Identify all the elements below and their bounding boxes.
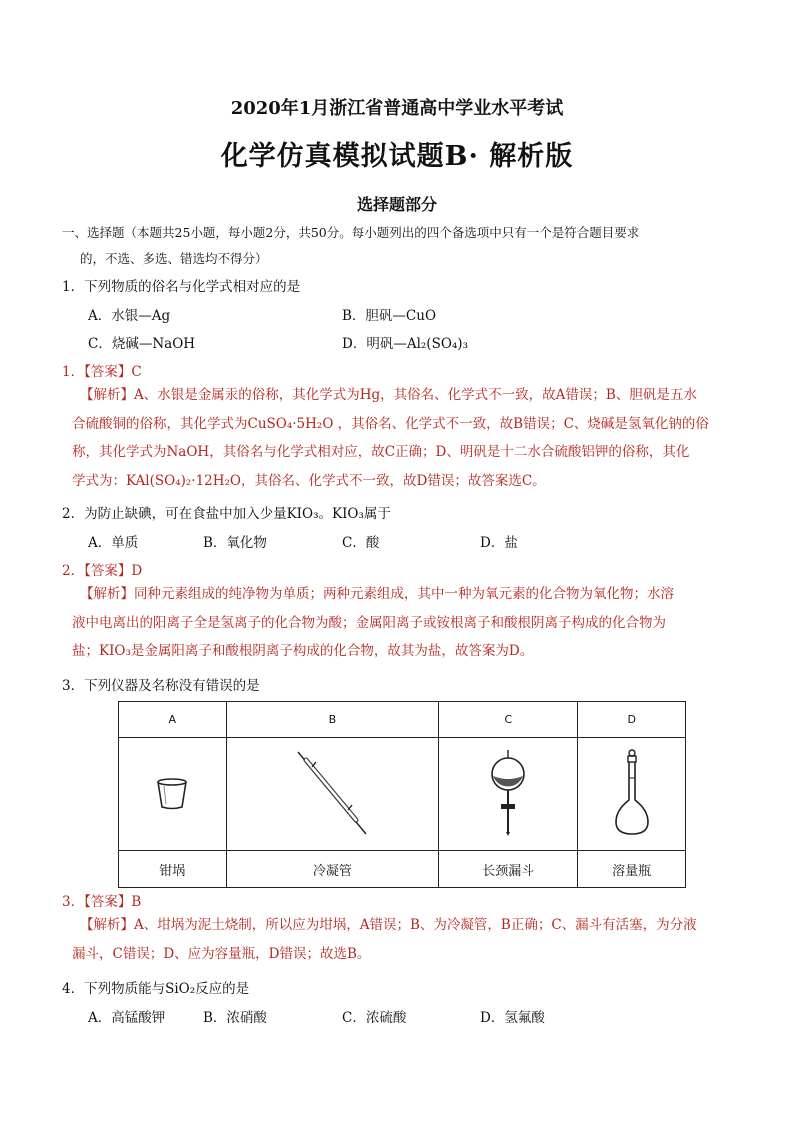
q3-stem: 3．下列仪器及名称没有错误的是 [62, 678, 260, 694]
funnel-icon [488, 748, 528, 838]
q3-analysis [72, 911, 740, 968]
q1-analysis-line: 合硫酸铜的俗称，其化学式为CuSO₄·5H₂O ，其俗名、化学式不一致，故B错误；C、烧碱是氢氧化钠的俗 [72, 415, 709, 432]
q4-option-c: C．浓硫酸 [342, 1010, 407, 1026]
instrument-name-c: 长颈漏斗 [439, 851, 578, 888]
instructions-line-1: 一、选择题（本题共25小题，每小题2分，共50分。每小题列出的四个备选项中只有一个是符合题目要求 [62, 225, 640, 240]
condenser-icon [292, 748, 372, 838]
q1-option-b: B．胆矾—CuO [342, 308, 437, 324]
q1-analysis-line: A、水银是金属汞的俗称，其化学式为Hg，其俗名、化学式不一致，故A错误；B、胆矾是五水 [134, 387, 697, 403]
table-header-c: C [439, 702, 578, 738]
q1-option-d: D．明矾—Al₂(SO₄)₃ [342, 336, 468, 352]
q4-option-d: D．氢氟酸 [480, 1010, 545, 1026]
q1-answer-number: 1． [62, 364, 85, 380]
instructions-line-2: 的，不选、多选、错选均不得分） [80, 251, 268, 266]
q1-analysis [72, 381, 740, 495]
exam-header: 2020年1月浙江省普通高中学业水平考试 [230, 98, 564, 119]
table-header-a: A [119, 702, 227, 738]
q1-answer-label: 【答案】C [84, 364, 142, 380]
q2-answer [62, 559, 142, 579]
section-title: 选择题部分 [356, 195, 437, 214]
q2-analysis-line: 同种元素组成的纯净物为单质；两种元素组成，其中一种为氧元素的化合物为氧化物；水溶 [134, 586, 674, 602]
volumetric-flask-icon [612, 748, 652, 838]
q2-answer-number: 2． [62, 563, 85, 579]
q1-analysis-tag: 【解析】 [80, 387, 134, 403]
instrument-table [118, 701, 686, 888]
q3-answer [62, 890, 141, 910]
q2-option-a: A．单质 [88, 535, 139, 551]
q2-option-d: D．盐 [480, 535, 518, 551]
q1-answer [62, 360, 142, 380]
q2-analysis-line: 液中电离出的阳离子全是氢离子的化合物为酸；金属阳离子或铵根离子和酸根阴离子构成的化合物为 [72, 614, 666, 631]
q3-answer-number: 3． [62, 894, 85, 910]
q1-analysis-line: 称，其化学式为NaOH，其俗名与化学式相对应，故C正确；D、明矾是十二水合硫酸铝钾的俗称，其化 [72, 444, 690, 460]
q2-analysis [72, 580, 740, 666]
q1-stem: 1．下列物质的俗名与化学式相对应的是 [62, 279, 301, 295]
q2-analysis-tag: 【解析】 [80, 586, 134, 602]
q3-answer-label: 【答案】B [84, 894, 142, 910]
q3-analysis-line: 漏斗，C错误；D、应为容量瓶，D错误；故选B。 [72, 945, 371, 962]
table-header-b: B [226, 702, 439, 738]
instrument-name-b: 冷凝管 [226, 851, 439, 888]
q1-option-c: C．烧碱—NaOH [88, 336, 196, 352]
q4-option-b: B．浓硝酸 [203, 1010, 267, 1026]
instrument-name-a: 钳埚 [119, 851, 227, 888]
q2-stem: 2．为防止缺碘，可在食盐中加入少量KIO₃。KIO₃属于 [62, 506, 391, 522]
q2-answer-label: 【答案】D [84, 563, 143, 579]
instrument-name-d: 溶量瓶 [578, 851, 686, 888]
q3-analysis-tag: 【解析】 [80, 917, 134, 933]
paper-title: 化学仿真模拟试题B· 解析版 [220, 141, 574, 172]
q4-option-a: A．高锰酸钾 [88, 1010, 166, 1026]
q2-option-c: C．酸 [342, 535, 380, 551]
q2-analysis-line: 盐；KIO₃是金属阳离子和酸根阴离子构成的化合物，故其为盐，故答案为D。 [72, 643, 534, 659]
q2-option-b: B．氧化物 [203, 535, 267, 551]
q1-option-a: A．水银—Ag [88, 308, 171, 324]
q1-analysis-line: 学式为：KAl(SO₄)₂·12H₂O，其俗名、化学式不一致，故D错误；故答案选C。 [72, 472, 546, 489]
crucible-icon [152, 773, 192, 813]
q4-stem: 4．下列物质能与SiO₂反应的是 [62, 981, 250, 997]
q3-analysis-line: A、坩埚为泥土烧制，所以应为坩埚，A错误；B、为冷凝管，B正确；C、漏斗有活塞，为分液 [134, 917, 697, 933]
table-header-d: D [578, 702, 686, 738]
